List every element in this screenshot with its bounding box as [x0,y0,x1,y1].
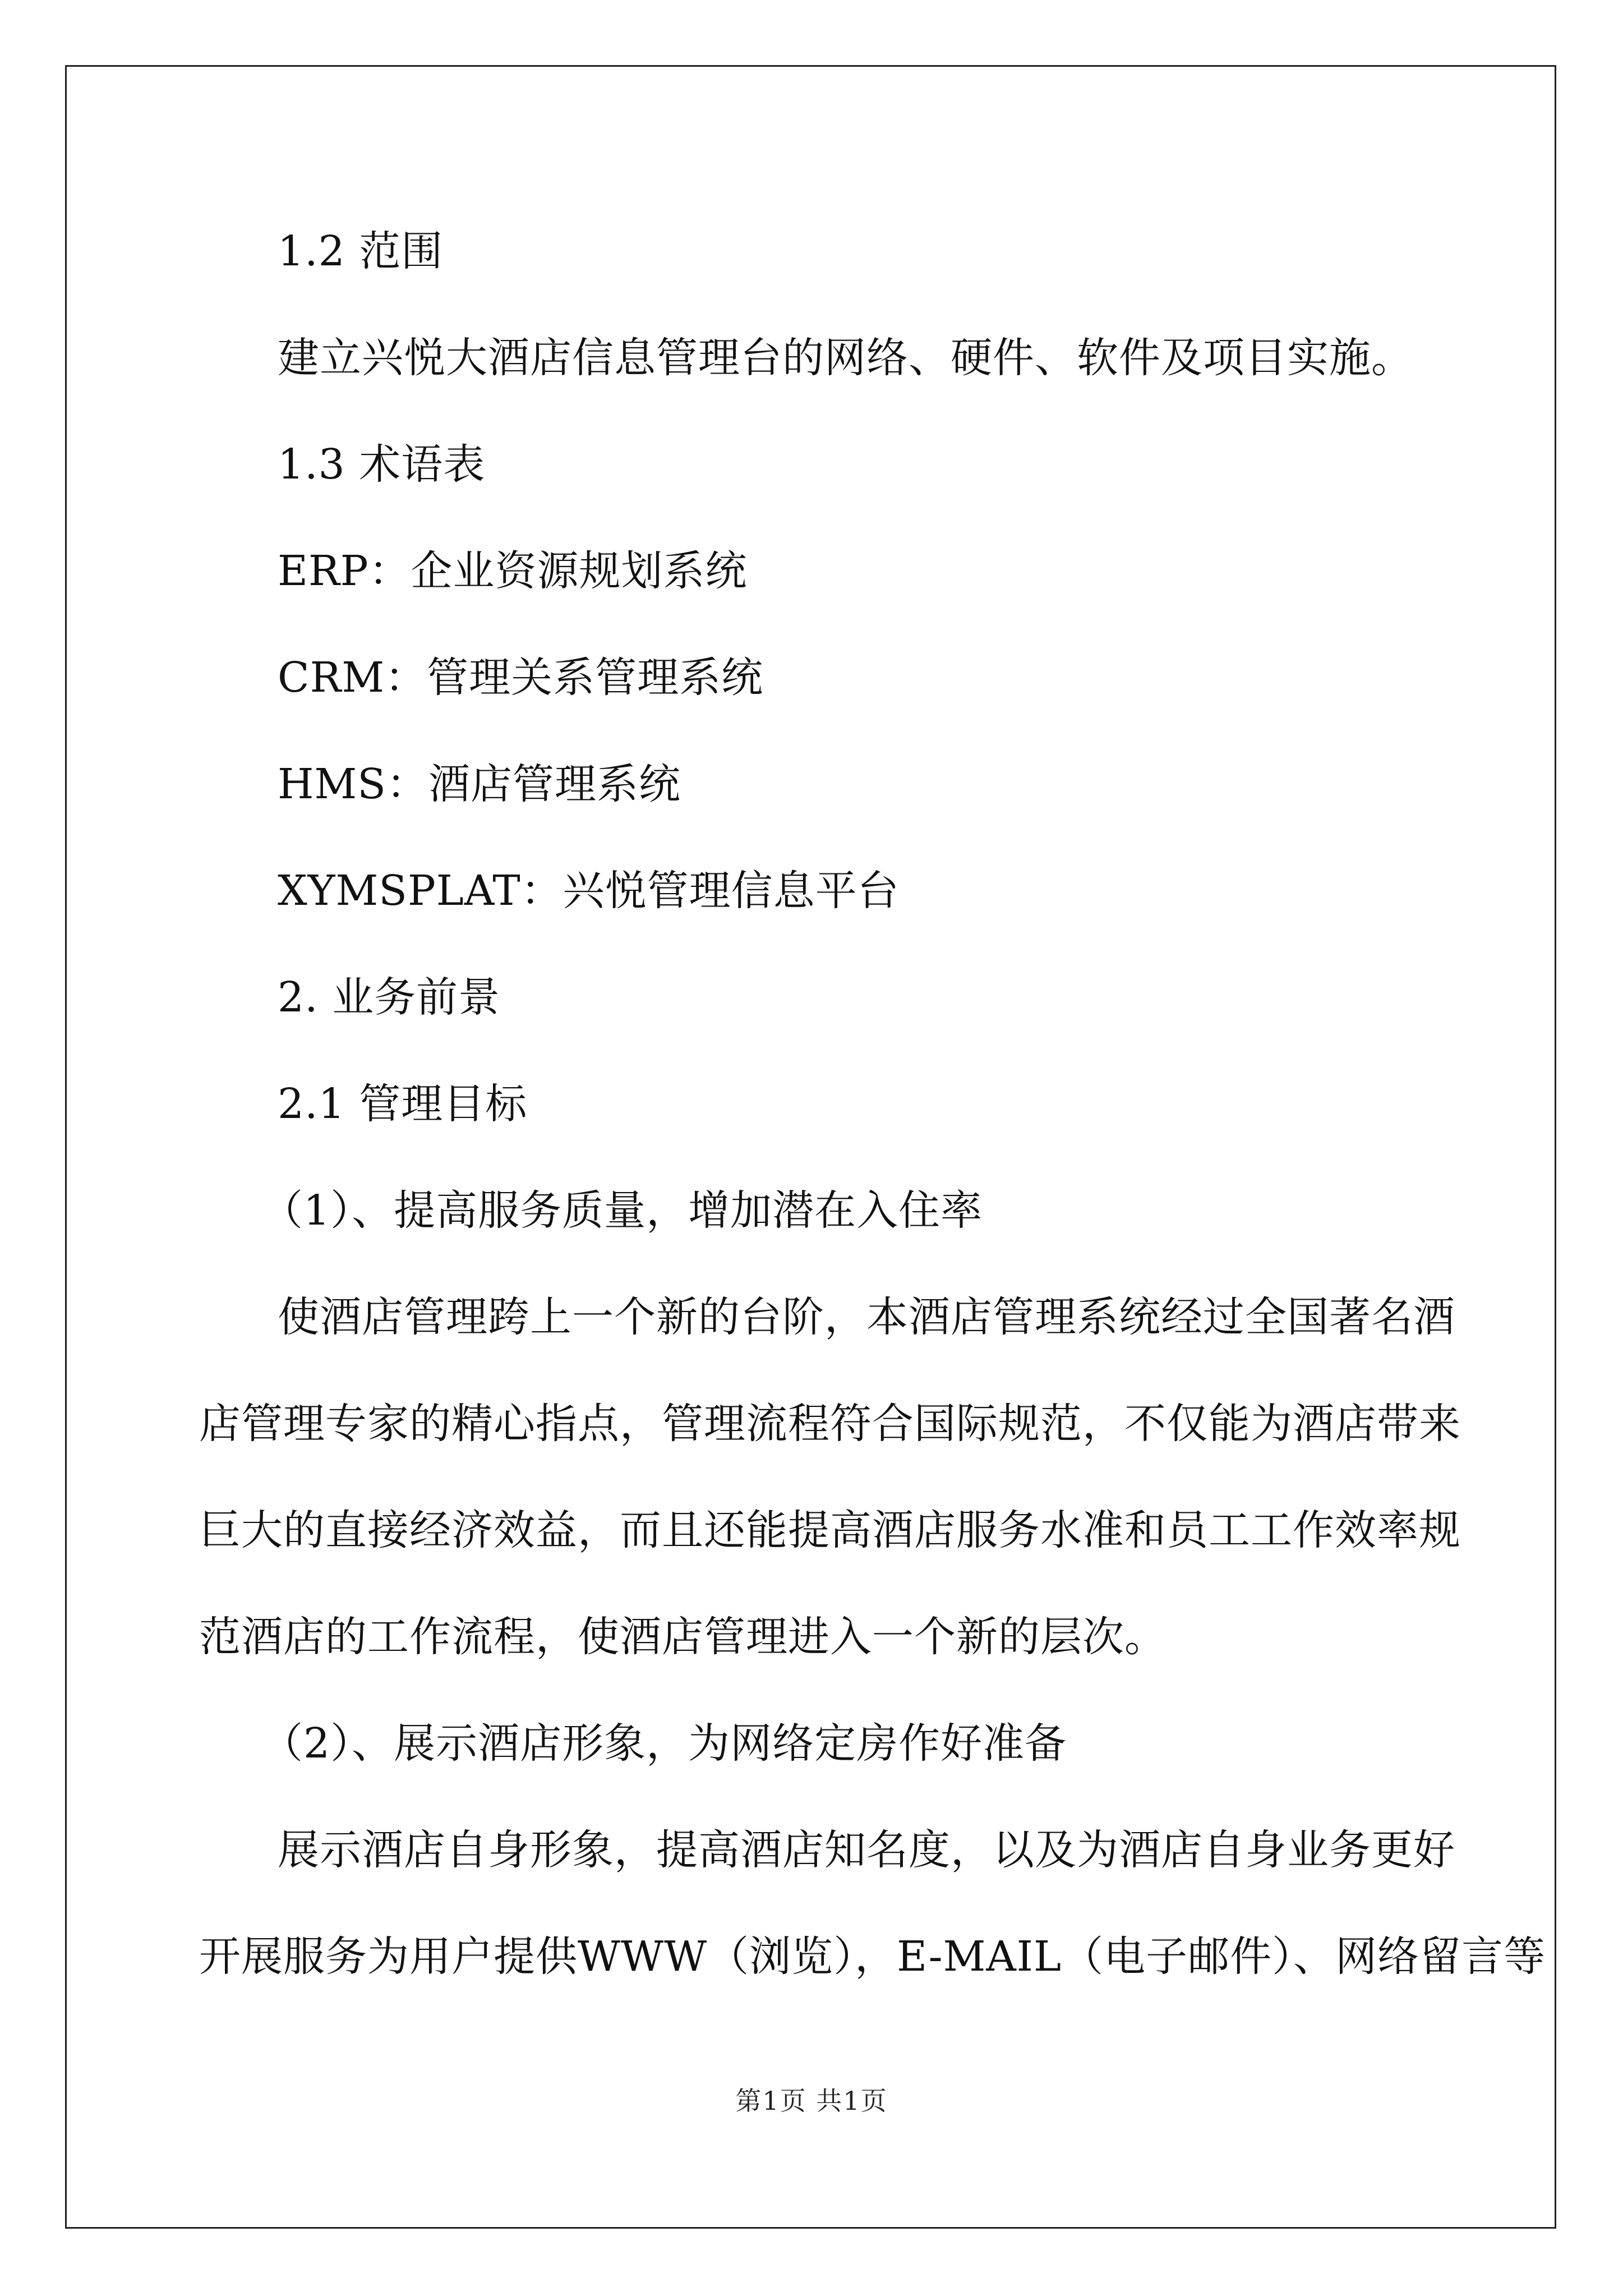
glossary-crm: CRM：管理关系管理系统 [278,654,764,702]
paragraph-goal-2-line-2: 开展服务为用户提供WWW（浏览），E-MAIL（电子邮件）、网络留言等 [199,1932,1546,1981]
paragraph-scope: 建立兴悦大酒店信息管理台的网络、硬件、软件及项目实施。 [278,334,1413,382]
paragraph-goal-2-line-1: 展示酒店自身形象，提高酒店知名度，以及为酒店自身业务更好 [278,1826,1455,1874]
section-heading-1-3: 1.3 术语表 [278,440,486,489]
glossary-xymsplat: XYMSPLAT：兴悦管理信息平台 [278,867,900,915]
page-footer: 第1页 共1页 [735,2086,888,2116]
page-border [65,65,1556,2229]
paragraph-goal-1-line-3: 巨大的直接经济效益，而且还能提高酒店服务水准和员工工作效率规 [199,1506,1461,1554]
section-heading-2: 2. 业务前景 [278,973,501,1022]
paragraph-goal-1-line-2: 店管理专家的精心指点，管理流程符合国际规范，不仅能为酒店带来 [199,1400,1461,1448]
glossary-hms: HMS：酒店管理系统 [278,760,681,808]
paragraph-goal-1-line-1: 使酒店管理跨上一个新的台阶，本酒店管理系统经过全国著名酒 [278,1293,1455,1341]
section-heading-1-2: 1.2 范围 [278,227,444,275]
section-heading-2-1: 2.1 管理目标 [278,1080,528,1128]
goal-heading-1: （1）、提高服务质量，增加潜在入住率 [261,1186,983,1235]
goal-heading-2: （2）、展示酒店形象，为网络定房作好准备 [261,1719,1067,1768]
paragraph-goal-1-line-4: 范酒店的工作流程，使酒店管理进入一个新的层次。 [199,1613,1166,1661]
glossary-erp: ERP：企业资源规划系统 [278,547,748,595]
